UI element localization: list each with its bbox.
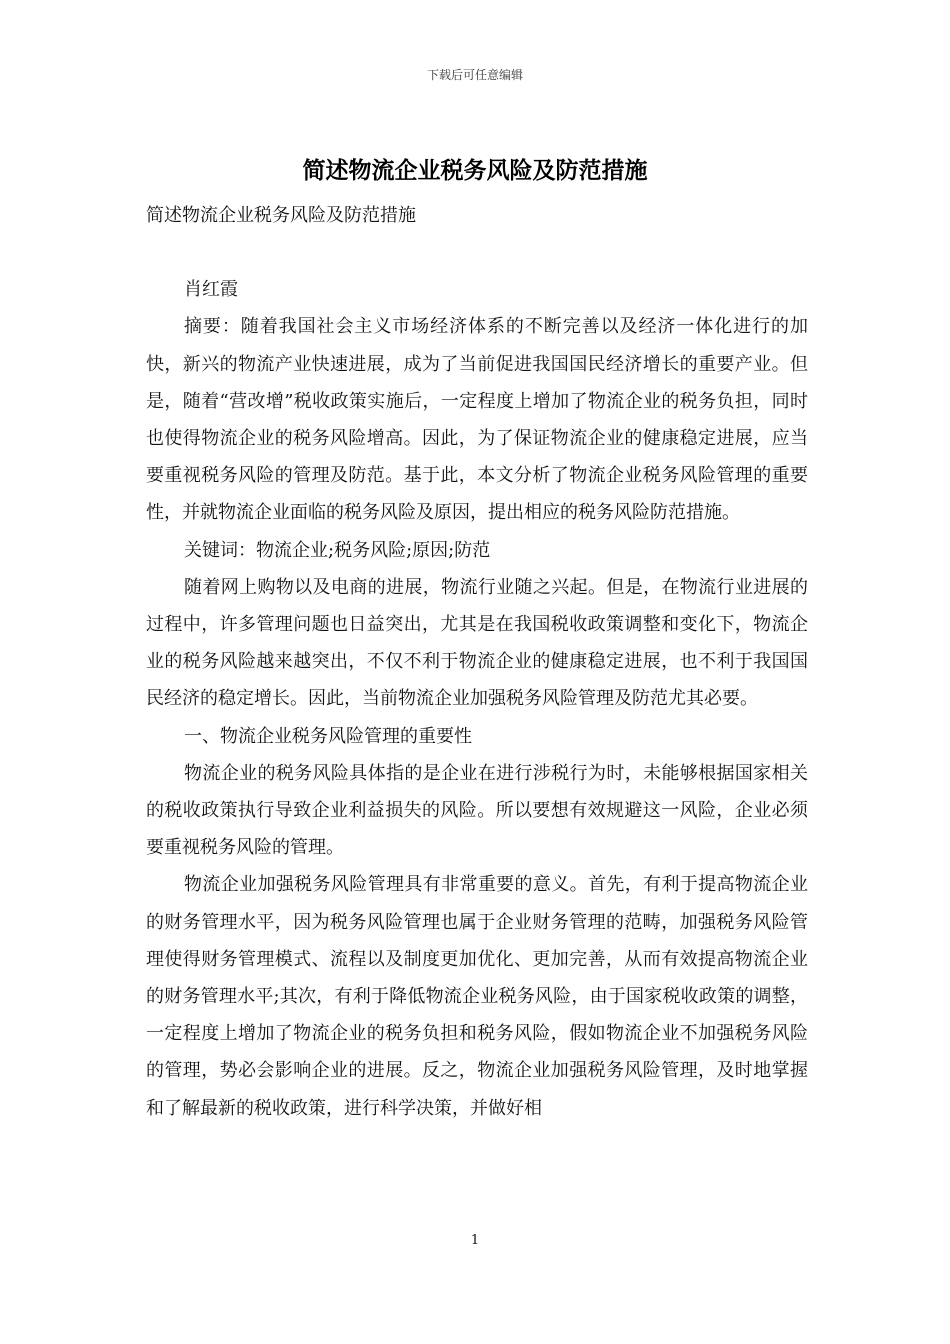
abstract-paragraph: 摘要：随着我国社会主义市场经济体系的不断完善以及经济一体化进行的加快，新兴的物流产业快速进展，成为了当前促进我国国民经济增长的重要产业。但是，随着“营改增”税收政策实施后，一定程度上增加了物流企业的税务负担，同时也使得物流企业的税务风险增高。因此，为了保证物流企业的健康稳定进展，应当要重视税务风险的管理及防范。基于此，本文分析了物流企业税务风险管理的重要性，并就物流企业面临的税务风险及原因，提出相应的税务风险防范措施。	[146, 316, 808, 524]
body-paragraph: 物流企业加强税务风险管理具有非常重要的意义。首先，有利于提高物流企业的财务管理水平，因为税务风险管理也属于企业财务管理的范畴，加强税务风险管理使得财务管理模式、流程以及制度更加优化、更加完善，从而有效提高物流企业的财务管理水平;其次，有利于降低物流企业税务风险，由于国家税收政策的调整，一定程度上增加了物流企业的税务负担和税务风险，假如物流企业不加强税务风险的管理，势必会影响企业的进展。反之，物流企业加强税务风险管理，及时地掌握和了解最新的税收政策，进行科学决策，并做好相	[146, 874, 808, 1119]
header-note: 下载后可任意编辑	[426, 68, 523, 82]
intro-paragraph: 随着网上购物以及电商的进展，物流行业随之兴起。但是，在物流行业进展的过程中，许多管理问题也日益突出，尤其是在我国税收政策调整和变化下，物流企业的税务风险越来越突出，不仅不利于物流企业的健康稳定进展，也不利于我国国民经济的稳定增长。因此，当前物流企业加强税务风险管理及防范尤其必要。	[146, 576, 808, 710]
section-heading: 一、物流企业税务风险管理的重要性	[184, 725, 472, 747]
subtitle: 简述物流企业税务风险及防范措施	[146, 205, 416, 226]
keywords-paragraph: 关键词：物流企业;税务风险;原因;防范	[184, 539, 491, 561]
blank-line	[146, 234, 808, 271]
body-paragraph: 物流企业的税务风险具体指的是企业在进行涉税行为时，未能够根据国家相关的税收政策执行导致企业利益损失的风险。所以要想有效规避这一风险，企业必须要重视税务风险的管理。	[146, 762, 808, 859]
page-number: 1	[470, 1233, 480, 1248]
document-body	[146, 197, 808, 1127]
author: 肖红霞	[184, 279, 238, 301]
document-title: 简述物流企业税务风险及防范措施	[302, 157, 648, 184]
